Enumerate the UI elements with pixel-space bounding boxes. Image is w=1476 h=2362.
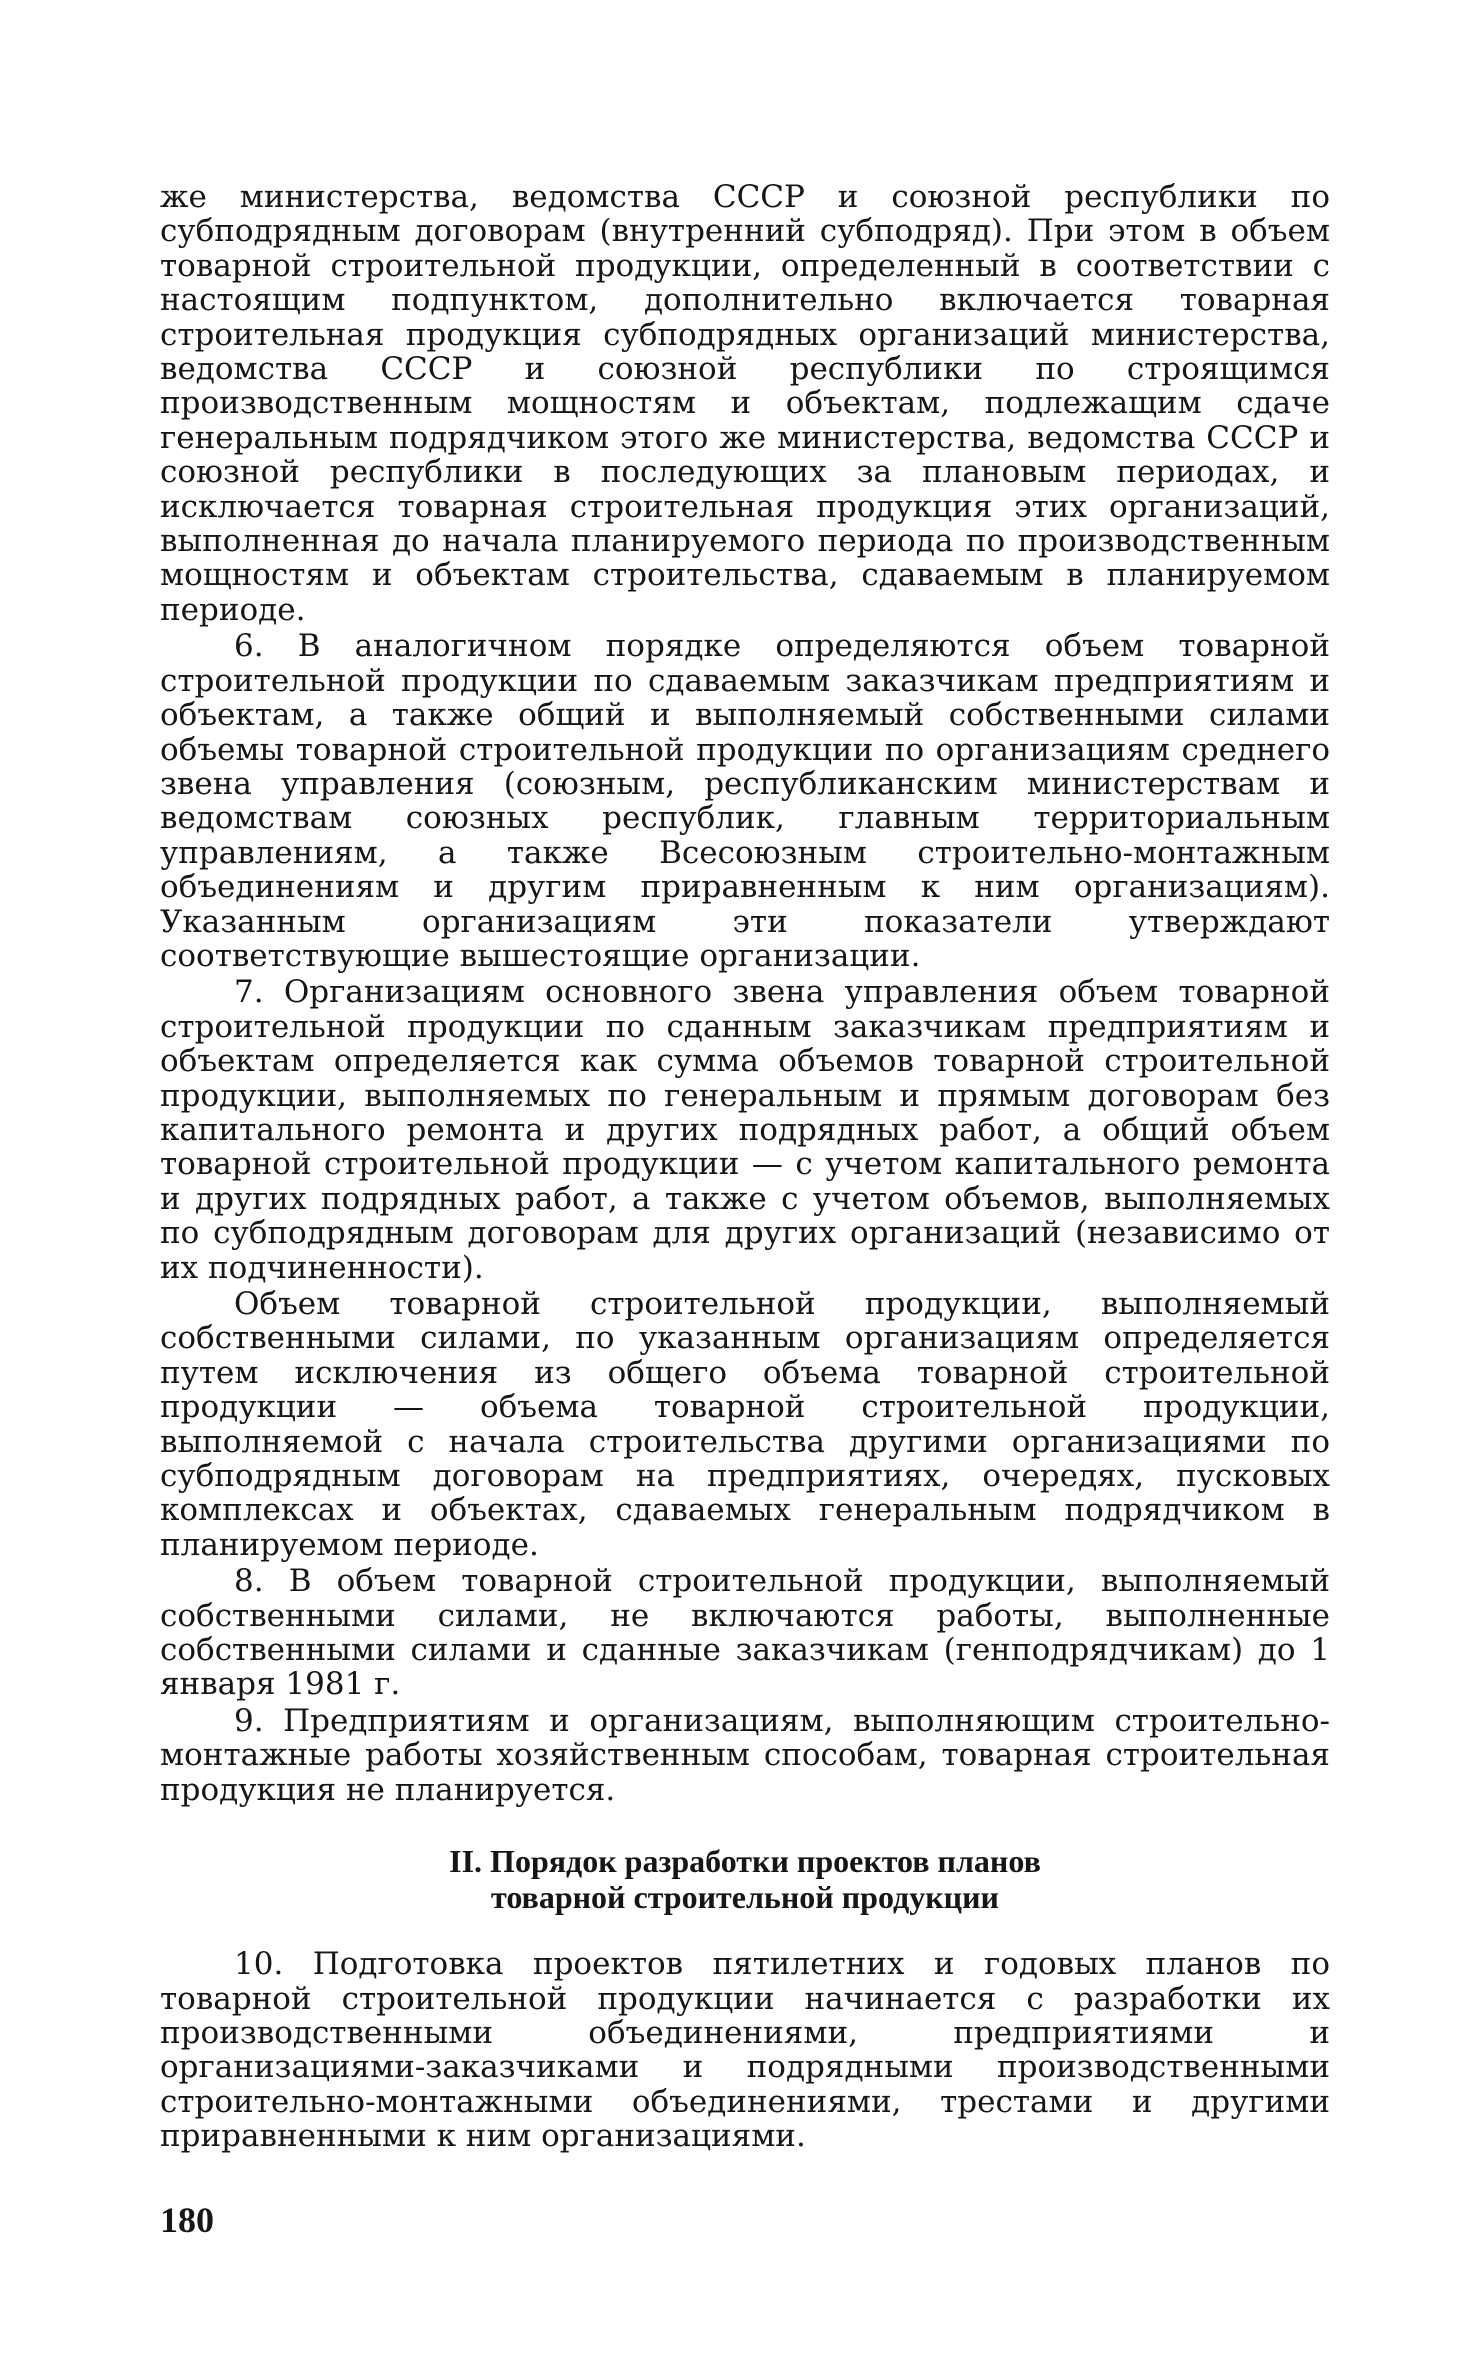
section-heading-line-1: II. Порядок разработки проектов планов xyxy=(449,1843,1041,1880)
section-heading-line-2: товарной строительной продукции xyxy=(491,1879,999,1916)
paragraph-item-8: 8. В объем товарной строительной продукции, выполняемый собственными силами, не включаются работы, выполненные собственными силами и сданные заказчикам (генподрядчикам) до 1 января 1981 г. xyxy=(160,1563,1330,1703)
paragraph-item-7-continued: Объем товарной строительной продукции, выполняемый собственными силами, по указанным организациям определяется путем исключения из общего объема товарной строительной продукции — объема товарной строительной продукции, выполняемой с начала строительства другими организациями по субподрядным договорам на предприятиях, очередях, пусковых комплексах и объектах, сдаваемых генеральным подрядчиком в планируемом периоде. xyxy=(160,1286,1330,1563)
page-number: 180 xyxy=(160,2200,214,2240)
paragraph-item-6: 6. В аналогичном порядке определяются объем товарной строительной продукции по сдаваемым заказчикам предприятиям и объектам, а также общий и выполняемый собственными силами объемы товарной строительной продукции по организациям среднего звена управления (союзным, республиканским министерствам и ведомствам союзных республик, главным территориальным управлениям, а также Всесоюзным строительно-монтажным объединениям и другим приравненным к ним организациям). Указанным организациям эти показатели утверждают соответствующие вышестоящие организации. xyxy=(160,628,1330,974)
paragraph-item-10: 10. Подготовка проектов пятилетних и годовых планов по товарной строительной продукции начинается с разработки их производственными объединениями, предприятиями и организациями-заказчиками и подрядными производственными строительно-монтажными объединениями, трестами и другими приравненными к ним организациями. xyxy=(160,1946,1330,2155)
page-body xyxy=(160,180,1330,2154)
paragraph-item-7: 7. Организациям основного звена управления объем товарной строительной продукции по сданным заказчикам предприятиям и объектам определяется как сумма объемов товарной строительной продукции, выполняемых по генеральным и прямым договорам без капитального ремонта и других подрядных работ, а общий объем товарной строительной продукции — с учетом капитального ремонта и других подрядных работ, а также с учетом объемов, выполняемых по субподрядным договорам для других организаций (независимо от их подчиненности). xyxy=(160,974,1330,1286)
section-heading xyxy=(160,1843,1330,1915)
paragraph-item-9: 9. Предприятиям и организациям, выполняющим строительно-монтажные работы хозяйственным способам, товарная строительная продукция не планируется. xyxy=(160,1702,1330,1808)
paragraph-continuation: же министерства, ведомства СССР и союзной республики по субподрядным договорам (внутренний субподряд). При этом в объем товарной строительной продукции, определенный в соответствии с настоящим подпунктом, дополнительно включается товарная строительная продукция субподрядных организаций министерства, ведомства СССР и союзной республики по строящимся производственным мощностям и объектам, подлежащим сдаче генеральным подрядчиком этого же министерства, ведомства СССР и союзной республики в последующих за плановым периодах, и исключается товарная строительная продукция этих организаций, выполненная до начала планируемого периода по производственным мощностям и объектам строительства, сдаваемым в планируемом периоде. xyxy=(160,179,1330,628)
